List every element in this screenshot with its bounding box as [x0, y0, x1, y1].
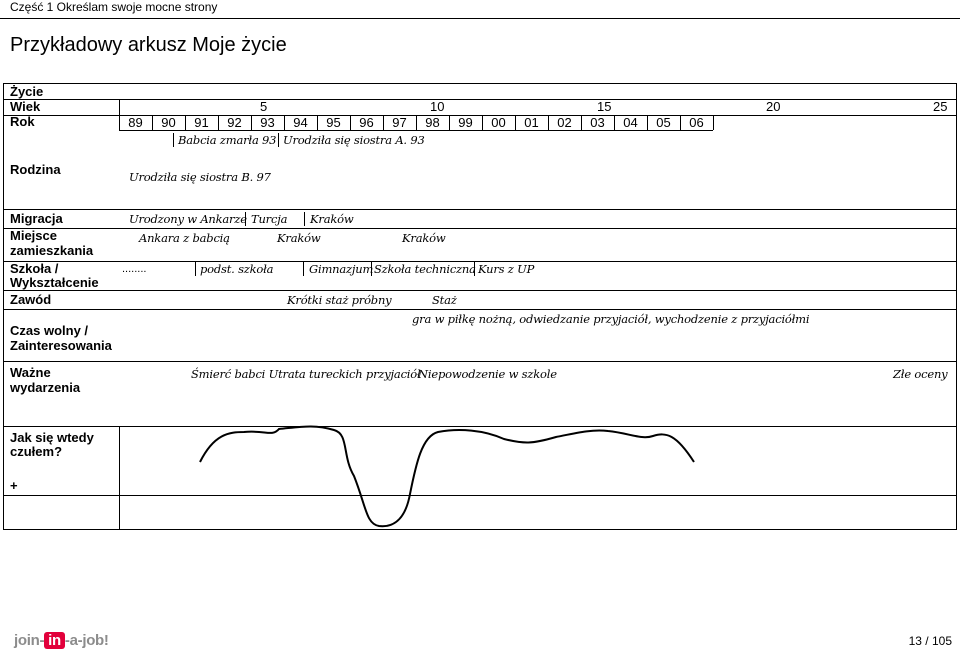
logo-part: in [44, 632, 65, 649]
year-cell: 97 [392, 115, 407, 130]
age-value: 5 [260, 99, 268, 114]
migration-entry: Turcja [251, 212, 288, 226]
year-cell: 95 [326, 115, 341, 130]
education-entry: Gimnazjum [309, 262, 374, 276]
events-label: wydarzenia [10, 380, 81, 395]
year-cell: 06 [689, 115, 704, 130]
year-cell: 99 [458, 115, 473, 130]
year-cell: 03 [590, 115, 605, 130]
positive-marker: + [10, 478, 18, 493]
year-cell: 93 [260, 115, 275, 130]
hobbies-label: Czas wolny / [10, 323, 89, 338]
year-cell: 05 [656, 115, 671, 130]
job-label: Zawód [10, 292, 52, 307]
year-cell: 00 [491, 115, 506, 130]
event-entry: Niepowodzenie w szkole [418, 367, 557, 381]
education-entry: Kurs z UP [478, 262, 535, 276]
events-label: Ważne [10, 365, 51, 380]
age-value: 25 [933, 99, 948, 114]
age-value: 10 [430, 99, 445, 114]
life-worksheet [3, 83, 957, 530]
year-cell: 02 [557, 115, 572, 130]
migration-entry: Kraków [310, 212, 354, 226]
residence-label: Miejsce [10, 228, 57, 243]
logo-part: join- [14, 632, 45, 649]
feelings-label: czułem? [10, 444, 63, 459]
logo-part: -a-job! [64, 632, 109, 649]
hobbies-entry: gra w piłkę nożną, odwiedzanie przyjaciół, wychodzenie z przyjaciółmi [412, 312, 810, 326]
year-cell: 90 [161, 115, 176, 130]
migration-label: Migracja [10, 211, 63, 226]
family-entry: Urodziła się siostra A. 93 [283, 133, 425, 147]
education-entry: ........ [122, 263, 147, 275]
year-cell: 96 [359, 115, 374, 130]
year-cell: 92 [227, 115, 242, 130]
event-entry: Złe oceny [893, 367, 948, 381]
migration-entry: Urodzony w Ankarze [129, 212, 247, 226]
page-number: 13 / 105 [908, 634, 952, 648]
job-entry: Staż [432, 293, 457, 307]
family-entry: Urodziła się siostra B. 97 [129, 170, 271, 184]
life-heading: Życie [10, 84, 44, 99]
age-value: 15 [597, 99, 612, 114]
family-label: Rodzina [10, 162, 61, 177]
job-entry: Krótki staż próbny [287, 293, 392, 307]
age-label: Wiek [10, 99, 41, 114]
year-label: Rok [10, 114, 35, 129]
hobbies-label: Zainteresowania [10, 338, 112, 353]
education-entry: podst. szkoła [200, 262, 274, 276]
feelings-label: Jak się wtedy [10, 430, 94, 445]
education-label: Wykształcenie [10, 275, 99, 290]
residence-entry: Kraków [277, 231, 321, 245]
mood-curve [4, 84, 958, 531]
residence-entry: Ankara z babcią [139, 231, 230, 245]
page-title: Przykładowy arkusz Moje życie [10, 34, 287, 56]
education-label: Szkoła / [10, 261, 59, 276]
section-title: Część 1 Określam swoje mocne strony [10, 0, 218, 14]
age-value: 20 [766, 99, 781, 114]
year-cell: 89 [128, 115, 143, 130]
join-in-a-job-logo [14, 632, 109, 649]
year-cell: 04 [623, 115, 638, 130]
residence-label: zamieszkania [10, 243, 94, 258]
year-cell: 98 [425, 115, 440, 130]
year-cell: 94 [293, 115, 308, 130]
year-cell: 91 [194, 115, 209, 130]
residence-entry: Kraków [402, 231, 446, 245]
year-cell: 01 [524, 115, 539, 130]
event-entry: Śmierć babci Utrata tureckich przyjaciół [191, 367, 421, 381]
education-entry: Szkoła techniczna [374, 262, 476, 276]
family-entry: Babcia zmarła 93 [178, 133, 277, 147]
header-divider [0, 18, 960, 19]
